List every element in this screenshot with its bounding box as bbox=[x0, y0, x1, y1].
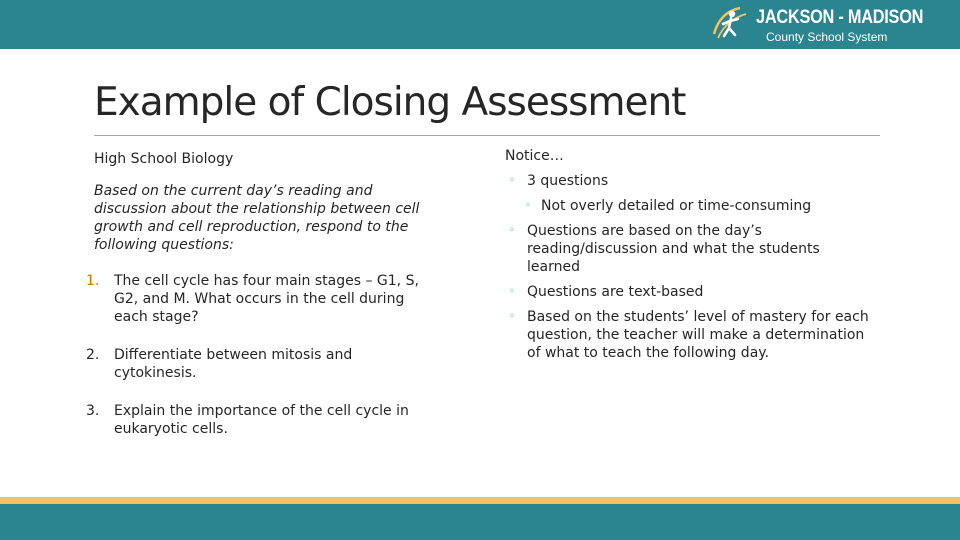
bullet-item bbox=[505, 172, 875, 190]
runner-figure-icon bbox=[710, 4, 750, 46]
sub-bullet-text: Not overly detailed or time-consuming bbox=[541, 198, 812, 214]
question-item bbox=[86, 346, 439, 382]
question-item bbox=[86, 402, 439, 438]
assessment-prompt: Based on the current day’s reading and discussion about the relationship between cell growth and cell reproduction, respond to the following questions: bbox=[94, 183, 420, 253]
title-divider bbox=[94, 135, 880, 136]
bullet-text: Based on the students’ level of mastery for each question, the teacher will make a determination of what to teach the following day. bbox=[527, 309, 869, 361]
bullet-text: Questions are text-based bbox=[527, 284, 704, 300]
question-text: Differentiate between mitosis and cytokinesis. bbox=[114, 347, 353, 381]
question-number: 1. bbox=[86, 273, 100, 289]
bullet-text: 3 questions bbox=[527, 173, 609, 189]
footer-accent-stripe bbox=[0, 497, 960, 504]
logo-title: JACKSON - MADISON bbox=[756, 7, 924, 28]
question-number: 3. bbox=[86, 403, 100, 419]
left-column bbox=[86, 150, 439, 458]
right-column bbox=[505, 147, 875, 369]
subject-label: High School Biology bbox=[94, 151, 234, 167]
footer-bar bbox=[0, 504, 960, 540]
bullet-circle-icon: ◦ bbox=[509, 225, 515, 236]
question-text: The cell cycle has four main stages – G1, S, G2, and M. What occurs in the cell during each stage? bbox=[114, 273, 419, 325]
question-text: Explain the importance of the cell cycle in eukaryotic cells. bbox=[114, 403, 409, 437]
question-number: 2. bbox=[86, 347, 100, 363]
bullet-item bbox=[505, 222, 875, 276]
bullet-item bbox=[505, 283, 875, 301]
bullet-circle-icon: ◦ bbox=[509, 311, 515, 322]
sub-bullet-item bbox=[505, 197, 875, 215]
header-bar bbox=[0, 0, 960, 49]
question-item bbox=[86, 272, 439, 326]
bullet-text: Questions are based on the day’s reading/discussion and what the students learned bbox=[527, 223, 820, 275]
slide-title: Example of Closing Assessment bbox=[94, 80, 686, 125]
bullet-circle-icon: ◦ bbox=[525, 200, 531, 211]
bullet-circle-icon: ◦ bbox=[509, 286, 515, 297]
logo-subtitle: County School System bbox=[766, 30, 888, 44]
district-logo bbox=[710, 4, 930, 46]
bullet-item bbox=[505, 308, 875, 362]
bullet-circle-icon: ◦ bbox=[509, 175, 515, 186]
notice-heading: Notice… bbox=[505, 148, 564, 164]
